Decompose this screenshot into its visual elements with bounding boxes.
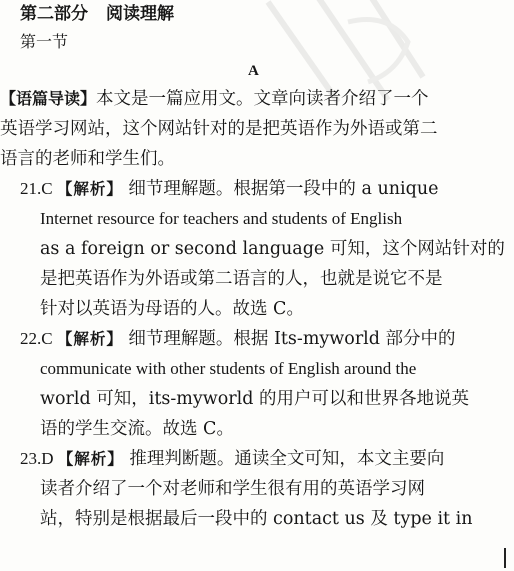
question-21-text: 细节理解题。根据第一段中的 a unique — [122, 179, 439, 199]
question-21-line: 针对以英语为母语的人。故选 C。 — [40, 299, 304, 319]
question-21-number: 21.C — [20, 179, 57, 198]
section-part: 第二部分 — [20, 4, 88, 24]
guide-line-2: 英语学习网站，这个网站针对的是把英语作为外语或第二 — [0, 119, 438, 139]
question-23-number: 23.D — [20, 449, 58, 468]
question-22-line: 语的学生交流。故选 C。 — [40, 419, 234, 439]
question-23-line: 读者介绍了一个对老师和学生很有用的英语学习网 — [40, 479, 425, 499]
question-21-line: as a foreign or second language 可知，这个网站针对的 — [40, 239, 505, 259]
question-22-number: 22.C — [20, 329, 57, 348]
analysis-tag: 【解析】 — [56, 180, 123, 198]
subsection-heading: 第一节 — [20, 32, 69, 51]
question-21-line: 是把英语作为外语或第二语言的人，也就是说它不是 — [40, 269, 443, 289]
page-edge-mark — [504, 548, 506, 568]
guide-line-3: 语言的老师和学生们。 — [0, 149, 175, 169]
passage-label: A — [248, 63, 259, 79]
analysis-tag: 【解析】 — [57, 450, 124, 468]
section-heading — [20, 2, 174, 26]
guide-text: 本文是一篇应用文。文章向读者介绍了一个 — [96, 89, 429, 109]
question-23-line: 站，特别是根据最后一段中的 contact us 及 type it in — [40, 509, 473, 529]
question-21-head — [20, 177, 438, 201]
question-22-text: 细节理解题。根据 Its-myworld 部分中的 — [122, 329, 456, 349]
question-23-text: 推理判断题。通读全文可知，本文主要向 — [123, 449, 445, 469]
analysis-tag: 【解析】 — [56, 330, 123, 348]
guide-label: 【语篇导读】 — [0, 89, 97, 108]
question-22-head — [20, 327, 456, 351]
guide-line-1 — [0, 87, 429, 111]
question-22-line: world 可知，its-myworld 的用户可以和世界各地说英 — [40, 389, 469, 409]
question-23-head — [20, 447, 444, 471]
question-21-line: Internet resource for teachers and students of English — [40, 209, 403, 228]
section-name: 阅读理解 — [106, 4, 174, 24]
question-22-line: communicate with other students of English around the — [40, 359, 417, 378]
